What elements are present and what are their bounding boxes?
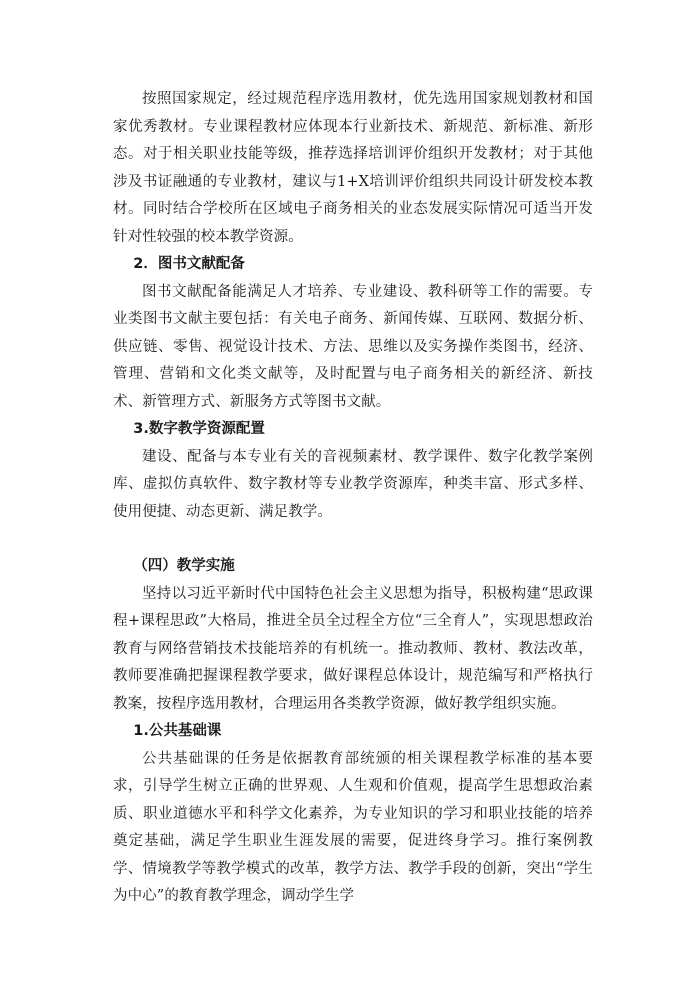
heading-public-foundation-courses: 1.公共基础课 — [133, 723, 222, 739]
heading-library-resources: 2．图书文献配备 — [133, 256, 245, 272]
heading-teaching-implementation: （四）教学实施 — [133, 558, 235, 574]
paragraph-digital-resources: 建设、配备与本专业有关的音视频素材、教学课件、数字化教学案例库、虚拟仿真软件、数字教材等专业教学资源库，种类丰富、形式多样、使用便捷、动态更新、满足教学。 — [113, 448, 593, 520]
document-page — [113, 86, 593, 911]
paragraph-teaching-implementation: 坚持以习近平新时代中国特色社会主义思想为指导，积极构建“思政课程+课程思政”大格局，推进全员全过程全方位“三全育人”，实现思想政治教育与网络营销技术技能培养的有机统一。推动教师、教材、教法改革，教师要准确把握课程教学要求，做好课程总体设计，规范编写和严格执行教案，按程序选用教材，合理运用各类教学资源，做好教学组织实施。 — [113, 585, 593, 712]
paragraph-public-foundation-courses: 公共基础课的任务是依据教育部统颁的相关课程教学标准的基本要求，引导学生树立正确的世界观、人生观和价值观，提高学生思想政治素质、职业道德水平和科学文化素养，为专业知识的学习和职业技能的培养奠定基础，满足学生职业生涯发展的需要，促进终身学习。推行案例教学、情境教学等教学模式的改革，教学方法、教学手段的创新，突出“学生为中心”的教育教学理念，调动学生学 — [113, 750, 593, 904]
heading-digital-resources: 3.数字教学资源配置 — [133, 421, 265, 437]
paragraph-library-resources: 图书文献配备能满足人才培养、专业建设、教科研等工作的需要。专业类图书文献主要包括：有关电子商务、新闻传媒、互联网、数据分析、供应链、零售、视觉设计技术、方法、思维以及实务操作类图书，经济、管理、营销和文化类文献等，及时配置与电子商务相关的新经济、新技术、新管理方式、新服务方式等图书文献。 — [113, 283, 593, 410]
paragraph-textbook-selection: 按照国家规定，经过规范程序选用教材，优先选用国家规划教材和国家优秀教材。专业课程教材应体现本行业新技术、新规范、新标准、新形态。对于相关职业技能等级，推荐选择培训评价组织开发教材；对于其他涉及书证融通的专业教材，建议与1+X培训评价组织共同设计研发校本教材。同时结合学校所在区域电子商务相关的业态发展实际情况可适当开发针对性较强的校本教学资源。 — [113, 91, 593, 245]
section-spacer — [113, 526, 593, 553]
